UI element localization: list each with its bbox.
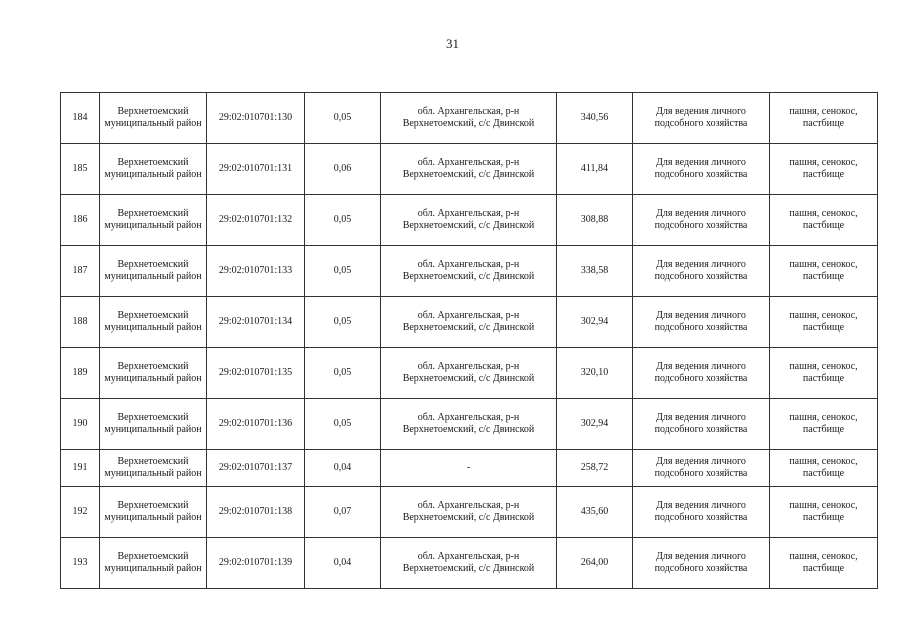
cell-district: Верхнетоемский муниципальный район — [100, 246, 207, 297]
table-row — [61, 538, 878, 589]
cell-cadastral-number: 29:02:010701:134 — [207, 297, 305, 348]
table-row — [61, 348, 878, 399]
cell-number: 187 — [61, 246, 100, 297]
cell-address: обл. Архангельская, р-н Верхнетоемский, с/с Двинской — [381, 538, 557, 589]
cell-area: 0,06 — [305, 144, 381, 195]
cell-cadastral-number: 29:02:010701:135 — [207, 348, 305, 399]
cell-purpose: Для ведения личного подсобного хозяйства — [633, 348, 770, 399]
cell-area: 0,05 — [305, 348, 381, 399]
cell-district: Верхнетоемский муниципальный район — [100, 348, 207, 399]
cell-district: Верхнетоемский муниципальный район — [100, 297, 207, 348]
cell-address: обл. Архангельская, р-н Верхнетоемский, с/с Двинской — [381, 487, 557, 538]
cell-area: 0,05 — [305, 93, 381, 144]
cell-address: обл. Архангельская, р-н Верхнетоемский, с/с Двинской — [381, 297, 557, 348]
cell-address: обл. Архангельская, р-н Верхнетоемский, с/с Двинской — [381, 399, 557, 450]
cell-land-use: пашня, сенокос, пастбище — [770, 246, 878, 297]
cell-district: Верхнетоемский муниципальный район — [100, 144, 207, 195]
cell-number: 193 — [61, 538, 100, 589]
cell-cadastral-number: 29:02:010701:136 — [207, 399, 305, 450]
cell-district: Верхнетоемский муниципальный район — [100, 399, 207, 450]
cell-district: Верхнетоемский муниципальный район — [100, 538, 207, 589]
cell-purpose: Для ведения личного подсобного хозяйства — [633, 297, 770, 348]
cell-purpose: Для ведения личного подсобного хозяйства — [633, 538, 770, 589]
cell-area: 0,05 — [305, 195, 381, 246]
cell-value: 435,60 — [557, 487, 633, 538]
cell-cadastral-number: 29:02:010701:139 — [207, 538, 305, 589]
cell-value: 308,88 — [557, 195, 633, 246]
cell-purpose: Для ведения личного подсобного хозяйства — [633, 399, 770, 450]
cell-value: 302,94 — [557, 297, 633, 348]
cell-value: 320,10 — [557, 348, 633, 399]
table-row — [61, 450, 878, 487]
table-body — [61, 93, 878, 589]
cell-purpose: Для ведения личного подсобного хозяйства — [633, 195, 770, 246]
cell-land-use: пашня, сенокос, пастбище — [770, 144, 878, 195]
cell-purpose: Для ведения личного подсобного хозяйства — [633, 246, 770, 297]
cell-cadastral-number: 29:02:010701:133 — [207, 246, 305, 297]
cell-cadastral-number: 29:02:010701:131 — [207, 144, 305, 195]
cell-value: 264,00 — [557, 538, 633, 589]
cell-area: 0,04 — [305, 538, 381, 589]
cell-purpose: Для ведения личного подсобного хозяйства — [633, 487, 770, 538]
cell-number: 191 — [61, 450, 100, 487]
cell-district: Верхнетоемский муниципальный район — [100, 487, 207, 538]
cell-value: 340,56 — [557, 93, 633, 144]
cell-value: 411,84 — [557, 144, 633, 195]
cell-area: 0,05 — [305, 399, 381, 450]
table-row — [61, 399, 878, 450]
table-row — [61, 195, 878, 246]
cell-land-use: пашня, сенокос, пастбище — [770, 450, 878, 487]
cell-number: 190 — [61, 399, 100, 450]
cell-land-use: пашня, сенокос, пастбище — [770, 195, 878, 246]
cell-cadastral-number: 29:02:010701:132 — [207, 195, 305, 246]
cell-district: Верхнетоемский муниципальный район — [100, 93, 207, 144]
land-plots-table — [60, 92, 878, 589]
cell-purpose: Для ведения личного подсобного хозяйства — [633, 93, 770, 144]
page-number: 31 — [446, 36, 459, 51]
cell-land-use: пашня, сенокос, пастбище — [770, 297, 878, 348]
cell-address: обл. Архангельская, р-н Верхнетоемский, с/с Двинской — [381, 195, 557, 246]
cell-district: Верхнетоемский муниципальный район — [100, 450, 207, 487]
cell-cadastral-number: 29:02:010701:130 — [207, 93, 305, 144]
cell-area: 0,04 — [305, 450, 381, 487]
cell-purpose: Для ведения личного подсобного хозяйства — [633, 450, 770, 487]
cell-value: 258,72 — [557, 450, 633, 487]
cell-land-use: пашня, сенокос, пастбище — [770, 538, 878, 589]
cell-land-use: пашня, сенокос, пастбище — [770, 487, 878, 538]
cell-area: 0,05 — [305, 297, 381, 348]
cell-number: 184 — [61, 93, 100, 144]
cell-cadastral-number: 29:02:010701:138 — [207, 487, 305, 538]
cell-address: обл. Архангельская, р-н Верхнетоемский, с/с Двинской — [381, 144, 557, 195]
table-row — [61, 297, 878, 348]
cell-number: 192 — [61, 487, 100, 538]
cell-district: Верхнетоемский муниципальный район — [100, 195, 207, 246]
cell-land-use: пашня, сенокос, пастбище — [770, 93, 878, 144]
cell-address: обл. Архангельская, р-н Верхнетоемский, с/с Двинской — [381, 246, 557, 297]
cell-number: 185 — [61, 144, 100, 195]
cell-area: 0,05 — [305, 246, 381, 297]
cell-value: 302,94 — [557, 399, 633, 450]
cell-address: обл. Архангельская, р-н Верхнетоемский, с/с Двинской — [381, 348, 557, 399]
cell-land-use: пашня, сенокос, пастбище — [770, 348, 878, 399]
cell-number: 189 — [61, 348, 100, 399]
cell-number: 186 — [61, 195, 100, 246]
cell-address: обл. Архангельская, р-н Верхнетоемский, с/с Двинской — [381, 93, 557, 144]
cell-land-use: пашня, сенокос, пастбище — [770, 399, 878, 450]
cell-area: 0,07 — [305, 487, 381, 538]
table-row — [61, 144, 878, 195]
table-row — [61, 246, 878, 297]
cell-value: 338,58 — [557, 246, 633, 297]
table-row — [61, 93, 878, 144]
table-row — [61, 487, 878, 538]
cell-purpose: Для ведения личного подсобного хозяйства — [633, 144, 770, 195]
cell-cadastral-number: 29:02:010701:137 — [207, 450, 305, 487]
cell-number: 188 — [61, 297, 100, 348]
cell-address: - — [381, 450, 557, 487]
